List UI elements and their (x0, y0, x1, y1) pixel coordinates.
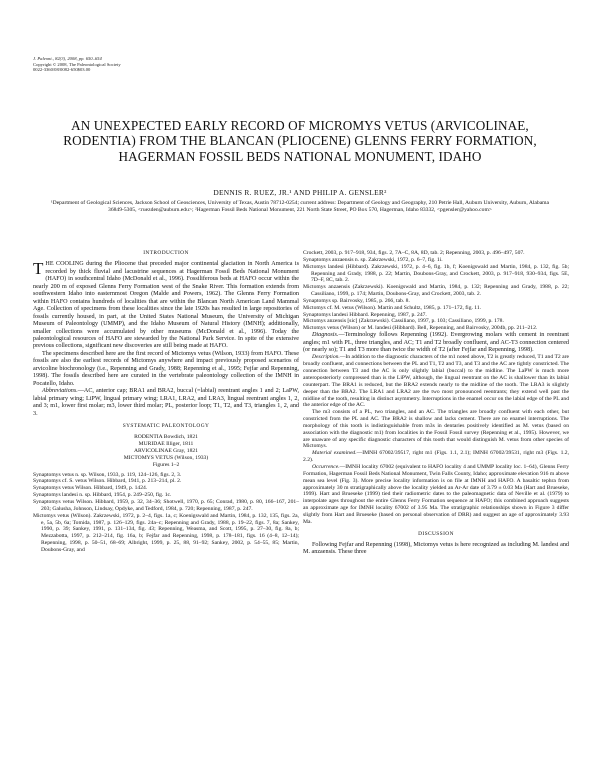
intro-paragraph-1-text: HE COOLING during the Pliocene that preceded major continental glaciation in North America is recorded by thick fluvial and lacustrine sequences at Hagerman Fossil Beds National Monument (HAFO) in southcentral Idaho (McDonald et al., 1996). Fossiliferous beds at HAFO occur within the nearly 200 m of exposed Glenns Ferry Formation west of the Snake River. This formation extends from southwestern Idaho into easternmost Oregon (Malde and Powers, 1962). The Glenns Ferry Formation within HAFO contains hundreds of localities that are within the Blancan North American Land Mammal Age. Collection of specimens from these localities since the late 1920s has resulted in large repositories of fossils currently housed, in part, at the United States National Museum, the University of Michigan Museum of Paleontology (UMMP), and the Idaho Museum of Natural History (IMNH); additionally, smaller collections were accumulated by other museums (McDonald et al., 1996). Today the paleontological resources of HAFO are stewarded by the National Park Service. In spite of the extensive previous collections, significant new discoveries are still being made at HAFO. (33, 261, 299, 350)
discussion-paragraph: Following Fejfar and Repenning (1998), Mictomys vetus is here recognized as including M. landesi and M. anzaensis. These three (303, 542, 569, 556)
issn-line: 0022-3360/08/0082-650$03.00 (33, 67, 91, 73)
diagnosis-text: —Terminology follows Repenning (1992). Evergrowing molars with cement in reentrant angles; m1 with PL, three triangles, and AC; T1 and T2 broadly confluent, and AC-T3 connection centered (or nearly so); T1 and T3 more than twice the width of T2 (after Fejfar and Repenning, 1998). (303, 332, 569, 354)
occurrence-paragraph (303, 464, 569, 526)
synonymy-entry: Mictomys vetus (Wilson) or M. landesi (Hibbard). Bell, Repenning, and Bairvosky, 2004b, pp. 211–212. (303, 325, 538, 332)
synonymy-entry: Crockett, 2003, p. 917–918, 934, figs. 2, 7A–C, 8A, 8D, tab. 2; Repenning, 2003, p. 496–497, 507. (303, 250, 525, 256)
description-block (303, 354, 569, 525)
synonymy-entry: Synaptomys vetus n. sp. Wilson, 1933, p. 119, 124–126, figs. 2, 3. (33, 471, 182, 478)
occurrence-label: Occurrence. (312, 463, 340, 470)
synonymy-entry: Mictomys vetus (Wilson). Zakrzewski, 1972, p. 2–4, figs. 1a, c; Koenigswald and Martin, 1984, p. 132, 135, figs. 2a, e, 5a, 5b, 6a; Tomida, 1987, p. 126–129, figs. 24a–c; Repenning and Grady, 1988, p. 19–22, figs. 7, 8a; Sankey, 1990, p. 39; Sankey, 1991, p. 131–134, fig. 43; Repenning, Weasma, and Scott, 1995, p. 27–30, fig. 8a, b; Mezzabotta, 1997, p. 212–214, fig. 16a, b; Fejfar and Repenning, 1998, p. 178–181, figs. 16 (4–8, 12–14); Repenning, 1998, p. 50–51, 68–69; Albright, 1999, p. 25, 88, 91–92; Sankey, 2002, p. 54–55, 85; Martin, Doubons-Gray, and (33, 512, 299, 553)
diagnosis-paragraph (303, 332, 569, 354)
synonymy-entry: Synaptomys anzaensis n. sp. Zakrzewski, 1972, p. 6–7, fig. 1i. (303, 256, 443, 263)
material-text: —IMNH 67002/39517, right m1 (Figs. 1.1, 2.1); IMNH 67002/39531, right m3 (Figs. 1.2, 2.2). (303, 450, 569, 464)
material-label: Material examined. (312, 450, 357, 457)
material-paragraph (303, 450, 569, 464)
taxon-family: MURIDAE Illiger, 1811 (138, 441, 194, 448)
abbreviations-paragraph (33, 388, 299, 418)
synonymy-entry: Synaptomys sp. Bairvosky, 1985, p. 266, tab. 8. (303, 297, 410, 304)
synonymy-entry: Mictomys landesi (Hibbard). Zakrzewski, 1972, p. 4–6, fig. 1b, f; Koenigswald and Martin, 1984, p. 132, fig. 5b; Repenning and Grady, 1988, p. 22; Martin, Doubons-Gray, and Crockett, 2003, p. 917–918, 930–934, figs. 5E, 7D–F, 8C, tab. 2. (303, 263, 569, 284)
description-paragraph (303, 354, 569, 409)
taxon-order: RODENTIA Bowdich, 1821 (134, 434, 198, 441)
synonymy-list-right (303, 250, 569, 332)
synonymy-entry: Synaptomys landesi Hibbard. Repenning, 1987, p. 247. (303, 311, 427, 318)
systematic-heading: SYSTEMATIC PALEONTOLOGY (122, 422, 210, 429)
synonymy-entry: Mictomys anzensis [sic] (Zakrzewski). Cassiliano, 1997, p. 103; Cassiliano, 1999, p. 178. (303, 318, 504, 325)
synonymy-entry: Mictomys cf. M. vetus (Wilson). Martin and Schultz, 1985, p. 171–172, fig. 11. (303, 304, 482, 311)
taxon-species: MICTOMYS VETUS (Wilson, 1933) (123, 454, 209, 461)
left-column (33, 250, 299, 554)
journal-citation: J. Paleont., 82(3), 2008, pp. 650–654 (33, 56, 102, 61)
description-label: Description. (312, 354, 340, 361)
occurrence-text: —IMNH locality 67002 (equivalent to HAFO locality 4 and UMMP locality loc. 1–64), Glenns Ferry Formation, Hagerman Fossil Beds National Monument, Twin Falls County, Idaho; approximate elevation 916 m above mean sea level (Fig. 3). More precise locality information is on file at IMNH and HAFO. A basaltic tephra from approximately 30 m stratigraphically above the locality yielded an Ar-Ar date of 3.79 ± 0.03 Ma (Hart and Brueseke, 1999). Hart and Brueseke (1999) tied their radiometric dates to the paleomagnetic data of Neville et al. (1979) to interpolate ages throughout the entire Glenns Ferry Formation sequence at HAFO; this combined approach suggests an approximate age for IMNH locality 67002 of 3.95 Ma. The stratigraphic relationships shown in Figure 3 differ slightly from Hart and Brueseke (based on personal observation of DRR) and suggest an age of approximately 3.93 Ma. (303, 463, 569, 525)
right-column (303, 250, 569, 557)
author-affiliations: ¹Department of Geological Sciences, Jackson School of Geosciences, University of Texas, Austin 78712-0254; current address: Department of Geology and Geography, 210 Petrie Hall, Auburn University, Auburn, Alabama 36849-5305, <ruezden@auburn.edu>; ²Hagerman Fossil Beds National Monument, 221 North State Street, PO Box 570, Hagerman, Idaho 83332, <pgensler@yahoo.com> (50, 200, 550, 214)
synonymy-entry: Synaptomys vetus Wilson. Hibbard, 1959, p. 32, 34–36; Shotwell, 1970, p. 65; Conrad, 1980, p. 80, 166–167, 201–203; Galusha, Johnson, Lindsay, Opdyke, and Tedford, 1984, p. 720; Repenning, 1987, p. 247. (33, 499, 299, 512)
article-title: AN UNEXPECTED EARLY RECORD OF MICROMYS VETUS (ARVICOLINAE, RODENTIA) FROM THE BLANCAN (PLIOCENE) GLENNS FERRY FORMATION, HAGERMAN FOSSIL BEDS NATIONAL MONUMENT, IDAHO (63, 118, 537, 164)
intro-paragraph-2: The specimens described here are the first record of Mictomys vetus (Wilson, 1933) from HAFO. These fossils are also the earliest records of Mictomys anywhere and impact previously proposed scenarios of arvicoline biochronology (i.e., Repenning and Grady, 1988; Repenning et al., 1995; Fejfar and Repenning, 1998). The fossils described here are curated in the vertebrate paleontology collection of the IMNH in Pocatello, Idaho. (33, 350, 299, 387)
article-authors: DENNIS R. RUEZ, JR.¹ AND PHILIP A. GENSLER² (213, 188, 387, 197)
copyright-line: Copyright © 2008, The Paleontological Society (33, 61, 121, 67)
abbreviations-text: —AC, anterior cap; BRA1 and BRA2, buccal (=labial) reentrant angles 1 and 2; LaPW, labial primary wing; LiPW, lingual primary wing; LRA1, LRA2, and LRA3, lingual reentrant angles 1, 2, and 3; m1, lower first molar; m3, lower third molar; PL, posterior loop; T1, T2, and T3, triangles 1, 2, and 3. (33, 388, 299, 417)
synonymy-list-left (33, 472, 299, 554)
intro-paragraph-1 (33, 261, 299, 350)
diagnosis-label: Diagnosis. (312, 332, 339, 339)
abbreviations-label: Abbreviations. (42, 388, 78, 395)
taxon-subfamily: ARVICOLINAE Gray, 1821 (134, 448, 198, 455)
synonymy-entry: Synaptomys landesi n. sp. Hibbard, 1954, p. 249–250, fig. 1c. (33, 492, 172, 499)
discussion-heading: DISCUSSION (418, 530, 454, 537)
drop-cap: T (33, 259, 44, 279)
introduction-heading: INTRODUCTION (143, 250, 189, 256)
synonymy-entry: Mictomys anzaensis (Zakrzewski). Koenigswald and Martin, 1984, p. 132; Repenning and Grady, 1988, p. 22; Cassiliano, 1999, p. 174; Martin, Doubons-Gray, and Crockett, 2003, tab. 2. (303, 284, 569, 298)
description-text: —In addition to the diagnostic characters of the m1 noted above, T2 is greatly reduced, T1 and T2 are broadly confluent, and connections between the PL and T1, T2 and T3, and T3 and the AC are tightly constricted. The connection between T3 and the AC is only slightly labial (buccal) to the midline. The LaPW is much more anteroposteriorly compressed than is the LiPW, although, the lingual reentrant on the AC is shallower than its labial counterpart. The BRA1 is reduced, but the BRA2 extends nearly to the midline of the tooth. The LRA3 is slightly deeper than the BRA2. The LRA1 and LRA2 are the two most pronounced reentrants; they extend well past the midline of the tooth, resulting in distinct asymmetry. Interruptions in the enamel occur on the labial edge of the PL and the anterior edge of the AC. (303, 354, 569, 409)
synonymy-entry: Synaptomys cf. S. vetus Wilson. Hibbard, 1941, p. 213–214, pl. 2. (33, 478, 182, 485)
description-paragraph-2: The m3 consists of a PL, two triangles, and an AC. The triangles are broadly confluent with each other, but constricted from the PL and AC. The BRA2 is shallow and lacks cement. There are no enamel interruptions. The morphology of this tooth is indistinguishable from m3s in dentaries positively identified as M. vetus (based on association with the diagnostic m1) from localities in the Fossil Fossil survey (Repenning et al., 1995). However, we are unaware of any specific diagnostic characters of this tooth that would distinguish M. vetus from other species of Mictomys. (303, 409, 569, 450)
figures-reference: Figures 1–2 (152, 461, 180, 468)
journal-header (33, 56, 333, 73)
synonymy-entry: Synaptomys vetus Wilson. Hibbard, 1949, p. 1424. (33, 485, 148, 492)
